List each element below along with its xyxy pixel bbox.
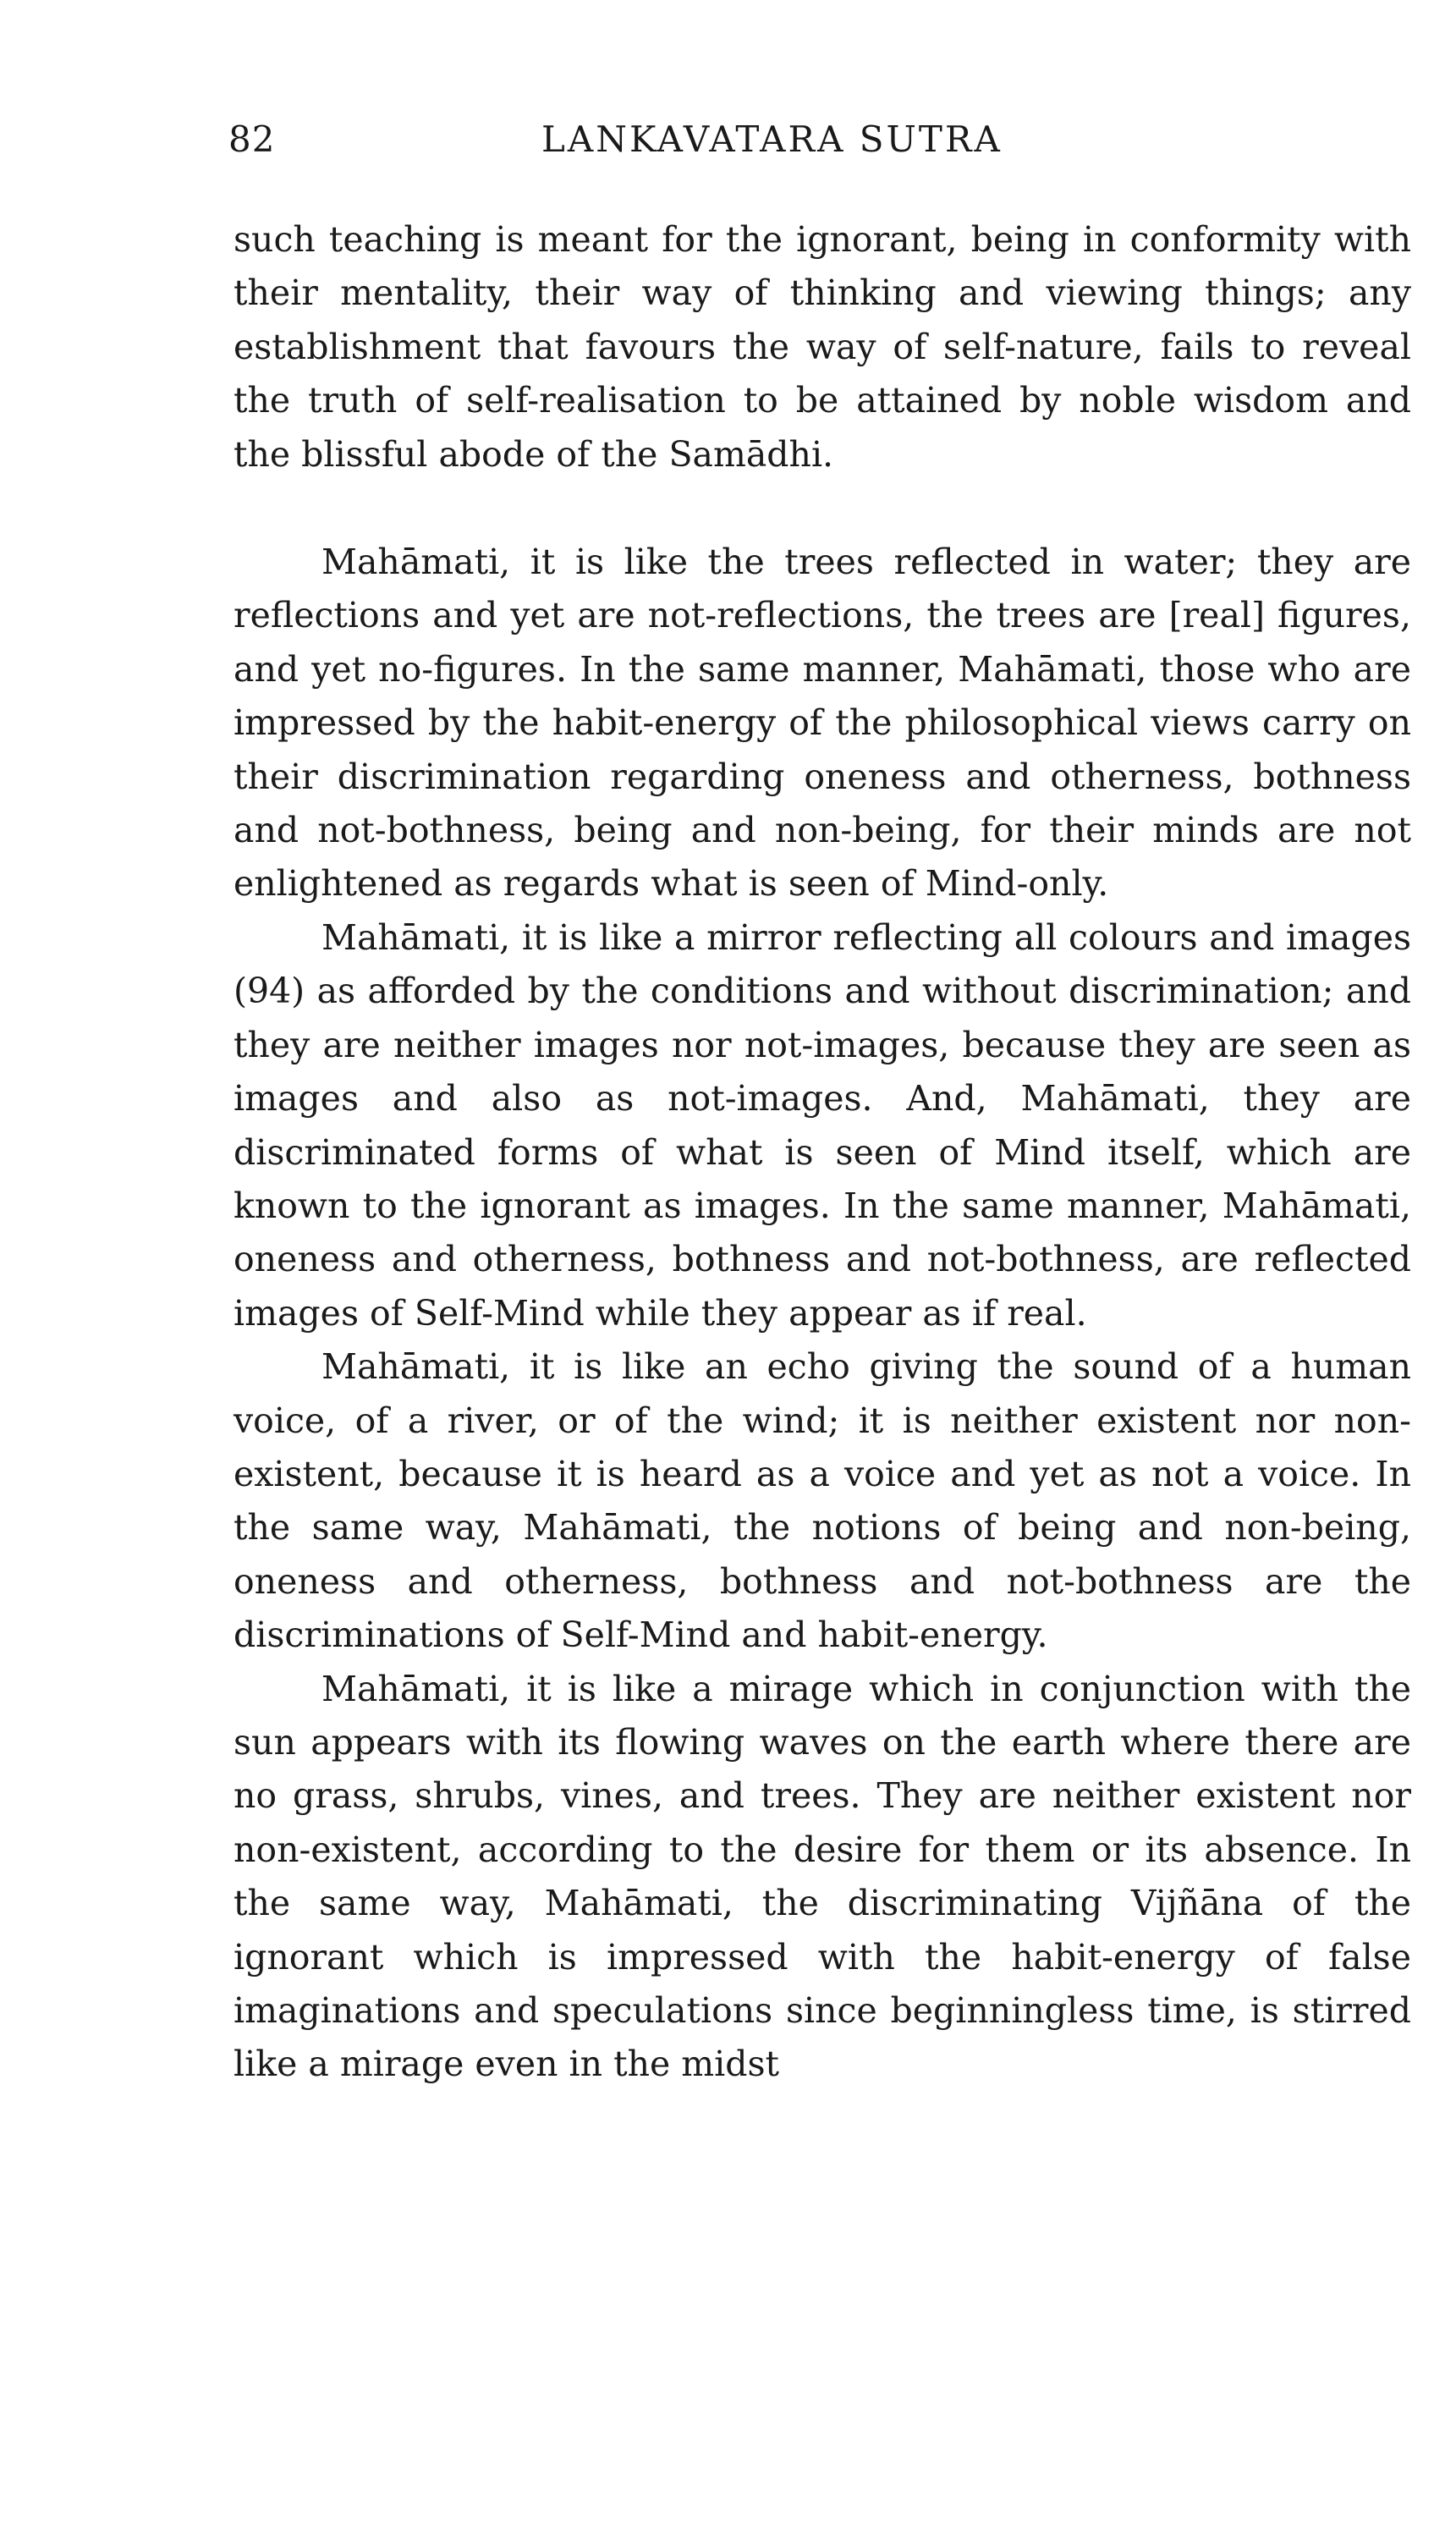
page-number: 82: [228, 118, 276, 160]
running-title: LANKAVATARA SUTRA: [541, 118, 1003, 160]
body-text: [234, 213, 1411, 2092]
paragraph-trees-reflected: Mahāmati, it is like the trees reflected in water; they are reflections and yet are not-reflections, the trees are [real] figures, and yet no-figures. In the same manner, Mahāmati, those who are impressed by the habit-energy of the philosophical views carry on their discrimination regarding oneness and otherness, bothness and not-bothness, being and non-being, for their minds are not enlightened as regards what is seen of Mind-only.: [234, 542, 1411, 905]
paragraph-continuation: such teaching is meant for the ignorant, being in conformity with their mentality, their way of thinking and viewing things; any establishment that favours the way of self-nature, fails to reveal the truth of self-realisation to be attained by noble wisdom and the blissful abode of the Samādhi.: [234, 219, 1411, 475]
paragraph-mirage: Mahāmati, it is like a mirage which in conjunction with the sun appears with its flowing waves on the earth where there are no grass, shrubs, vines, and trees. They are neither existent nor non-existent, according to the desire for them or its absence. In the same way, Mahāmati, the discriminating Vijñāna of the ignorant which is impressed with the habit-energy of false imaginations and speculations since beginningless time, is stirred like a mirage even in the midst: [234, 1668, 1411, 2085]
paragraph-echo: Mahāmati, it is like an echo giving the sound of a human voice, of a river, or of the wind; it is neither existent nor non-existent, because it is heard as a voice and yet as not a voice. In the same way, Mahāmati, the notions of being and non-being, oneness and otherness, bothness and not-bothness are the discriminations of Self-Mind and habit-energy.: [234, 1346, 1411, 1656]
page-header: [228, 118, 1416, 169]
paragraph-mirror: Mahāmati, it is like a mirror reflecting all colours and images (94) as afforded by the conditions and without discrimination; and they are neither images nor not-images, because they are seen as images and also as not-images. And, Mahāmati, they are discriminated forms of what is seen of Mind itself, which are known to the ignorant as images. In the same manner, Mahāmati, oneness and otherness, bothness and not-bothness, are reflected images of Self-Mind while they appear as if real.: [234, 916, 1411, 1334]
